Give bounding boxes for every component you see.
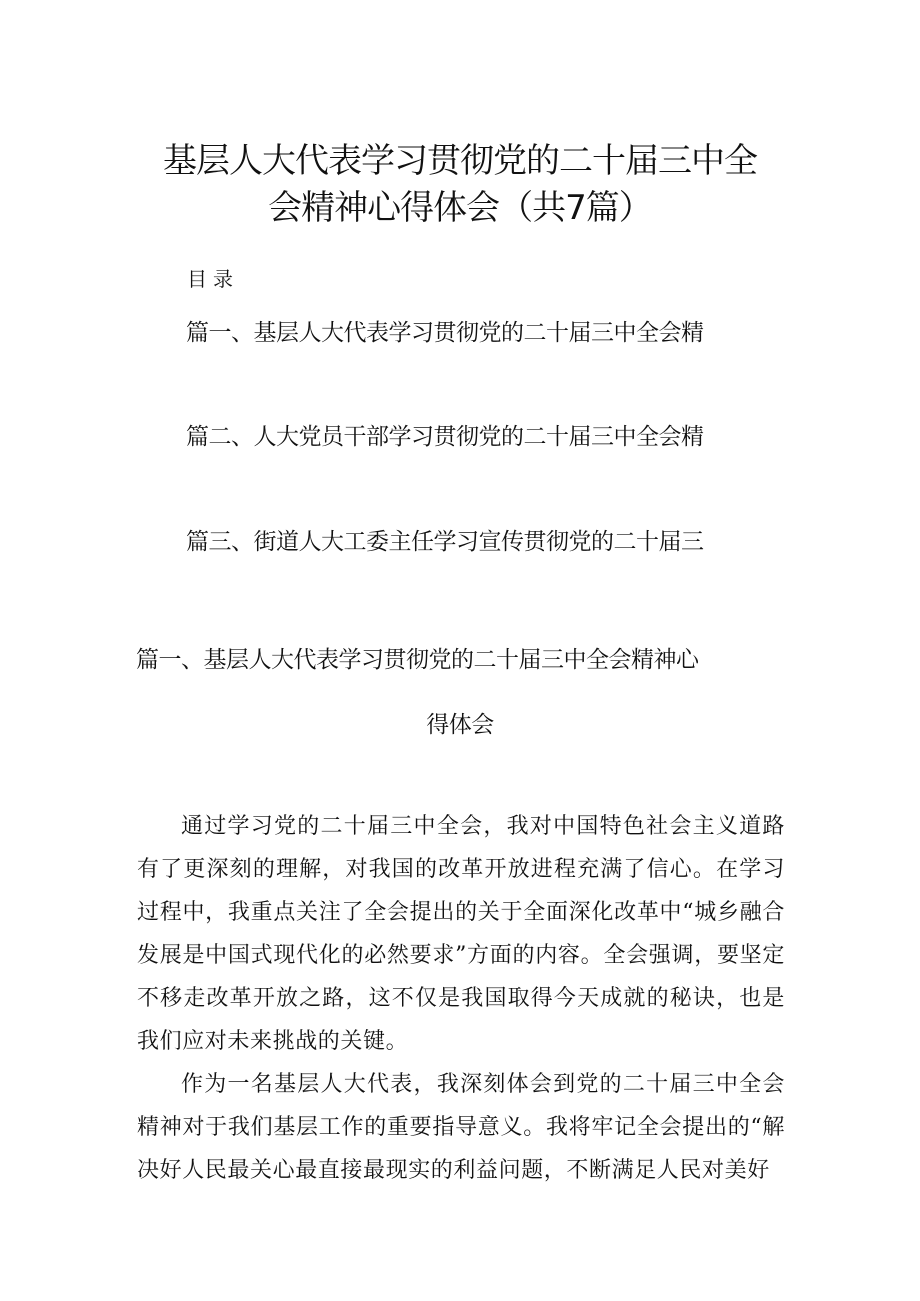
- document-title-line-2: 会精神心得体会（共7篇）: [268, 188, 652, 228]
- body-paragraph-1: 通过学习党的二十届三中全会，我对中国特色社会主义道路有了更深刻的理解，对我国的改革开放进程充满了信心。在学习过程中，我重点关注了全会提出的关于全面深化改革中“城乡融合发展是中国式现代化的必然要求”方面的内容。全会强调，要坚定不移走改革开放之路，这不仅是我国取得今天成就的秘诀，也是我们应对未来挑战的关键。: [137, 814, 785, 1054]
- toc-item-1[interactable]: 篇一、基层人大代表学习贯彻党的二十届三中全会精: [186, 320, 704, 346]
- section-title-line-1: 篇一、基层人大代表学习贯彻党的二十届三中全会精神心: [136, 647, 699, 673]
- document-title-line-1: 基层人大代表学习贯彻党的二十届三中全: [163, 141, 757, 181]
- toc-item-2[interactable]: 篇二、人大党员干部学习贯彻党的二十届三中全会精: [186, 424, 704, 450]
- toc-heading: 目录: [187, 267, 239, 291]
- section-body: [137, 805, 785, 1192]
- section-title-line-2: 得体会: [426, 712, 494, 738]
- body-paragraph-2: 作为一名基层人大代表，我深刻体会到党的二十届三中全会精神对于我们基层工作的重要指导意义。我将牢记全会提出的“解决好人民最关心最直接最现实的利益问题，不断满足人民对美好: [137, 1072, 785, 1183]
- toc-item-3[interactable]: 篇三、街道人大工委主任学习宣传贯彻党的二十届三: [186, 529, 704, 555]
